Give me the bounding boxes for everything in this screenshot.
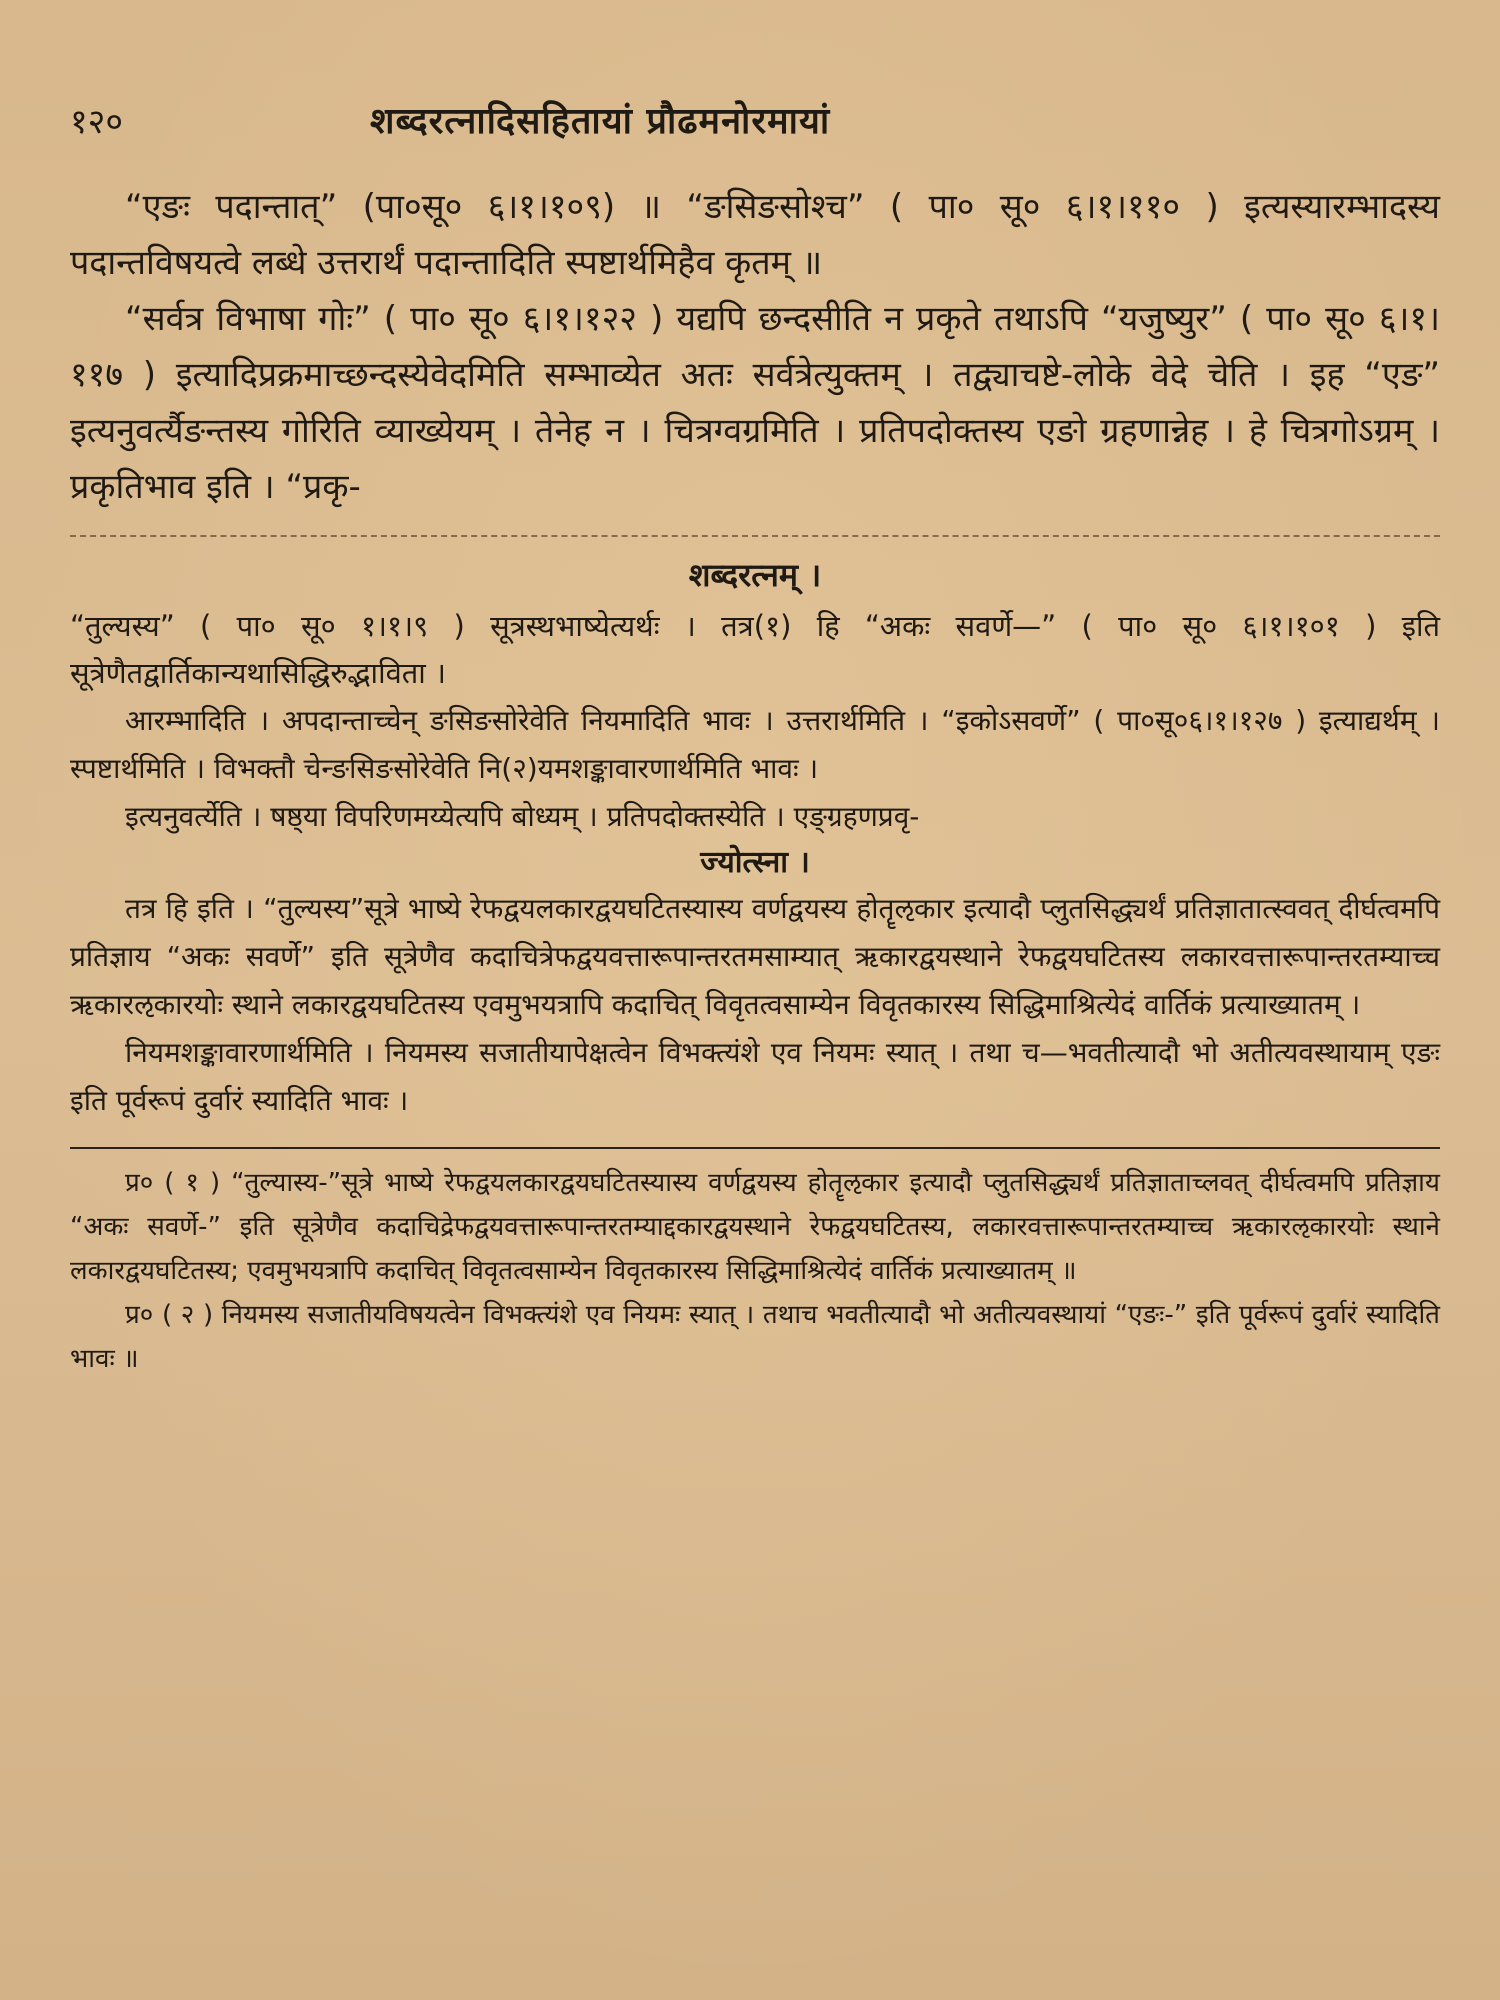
footnotes-section xyxy=(70,1161,1440,1381)
page-header xyxy=(70,95,1440,151)
sub-commentary-paragraph: आरम्भादिति । अपदान्ताच्चेन् ङसिङसोरेवेति नियमादिति भावः । उत्तरार्थमिति । “इकोऽसवर्णे” ( पा०सू०६।१।१२७ ) इत्याद्यर्थम् । स्पष्टार्थमिति । विभक्तौ चेन्ङसिङसोरेवेति नि(२)यमशङ्कावारणार्थमिति भावः । xyxy=(70,704,1440,785)
running-head: शब्दरत्नादिसहितायां प्रौढमनोरमायां xyxy=(370,101,831,142)
wavy-divider xyxy=(70,521,1440,537)
sub-commentary-paragraph: इत्यनुवर्त्येति । षष्ठ्या विपरिणमय्येत्यपि बोध्यम् । प्रतिपदोक्तस्येति । एङ्ग्रहणप्रवृ- xyxy=(125,800,920,833)
commentary-paragraph: “तुल्यस्य” ( पा० सू० १।१।९ ) सूत्रस्थभाष्येत्यर्थः । तत्र(१) हि “अकः सवर्णे—” ( पा० सू० ६।१।१०१ ) इति सूत्रेणैतद्वार्तिकान्यथासिद्धिरुद्भाविता । xyxy=(70,609,1440,690)
sub-commentary-paragraph: तत्र हि इति । “तुल्यस्य”सूत्रे भाष्ये रेफद्वयलकारद्वयघटितस्यास्य वर्णद्वयस्य होतॄऌकार इत्यादौ प्लुतसिद्ध्यर्थं प्रतिज्ञातात्स्ववत् दीर्घत्वमपि प्रतिज्ञाय “अकः सवर्णे” इति सूत्रेणैव कदाचित्रेफद्वयवत्तारूपान्तरतमसाम्यात् ऋकारद्वयस्थाने रेफद्वयघटितस्य लकारवत्तारूपान्तरतम्याच्च ऋकारऌकारयोः स्थाने लकारद्वयघटितस्य एवमुभयत्रापि कदाचित् विवृतत्वसाम्येन विवृतकारस्य सिद्धिमाश्रित्येदं वार्तिकं प्रत्याख्यातम् । xyxy=(70,892,1440,1021)
footnote: प्र० ( २ ) नियमस्य सजातीयविषयत्वेन विभक्त्यंशे एव नियमः स्यात् । तथाच भवतीत्यादौ भो अतीत्यवस्थायां “एङः-” इति पूर्वरूपं दुर्वारं स्यादिति भावः ॥ xyxy=(70,1300,1440,1374)
root-paragraph: “सर्वत्र विभाषा गोः” ( पा० सू० ६।१।१२२ ) यद्यपि छन्दसीति न प्रकृते तथाऽपि “यजुष्युर” ( पा० सू० ६।१।११७ ) इत्यादिप्रक्रमाच्छन्दस्येवेदमिति सम्भाव्येत अतः सर्वत्रेत्युक्तम् । तद्व्याचष्टे-लोके वेदे चेति । इह “एङ” इत्यनुवर्त्यैङन्तस्य गोरिति व्याख्येयम् । तेनेह न । चित्रग्वग्रमिति । प्रतिपदोक्तस्य एङो ग्रहणान्नेह । हे चित्रगोऽग्रम् । प्रकृतिभाव इति । “प्रकृ- xyxy=(70,299,1440,507)
sub-commentary-paragraph: नियमशङ्कावारणार्थमिति । नियमस्य सजातीयापेक्षत्वेन विभक्त्यंशे एव नियमः स्यात् । तथा च—भवतीत्यादौ भो अतीत्यवस्थायाम् एङः इति पूर्वरूपं दुर्वारं स्यादिति भावः । xyxy=(70,1036,1440,1117)
commentary-section xyxy=(70,551,1440,697)
commentary-title: शब्दरत्नम् । xyxy=(688,556,822,594)
footnote-rule xyxy=(70,1147,1440,1149)
root-paragraph: “एङः पदान्तात्” (पा०सू० ६।१।१०९) ॥ “ङसिङसोश्च” ( पा० सू० ६।१।११० ) इत्यस्यारम्भादस्य पदान्तविषयत्वे लब्धे उत्तरार्थं पदान्तादिति स्पष्टार्थमिहैव कृतम् ॥ xyxy=(70,187,1440,283)
footnote: प्र० ( १ ) “तुल्यास्य-”सूत्रे भाष्ये रेफद्वयलकारद्वयघटितस्यास्य वर्णद्वयस्य होतॄऌकार इत्यादौ प्लुतसिद्ध्यर्थं प्रतिज्ञाताच्लवत् दीर्घत्वमपि प्रतिज्ञाय “अकः सवर्णे-” इति सूत्रेणैव कदाचिद्रेफद्वयवत्तारूपान्तरतम्याद्दकारद्वयस्थाने रेफद्वयघटितस्य, लकारवत्तारूपान्तरतम्याच्च ऋकारऌकारयोः स्थाने लकारद्वयघटितस्य; एवमुभयत्रापि कदाचित् विवृतत्वसाम्येन विवृतकारस्य सिद्धिमाश्रित्येदं वार्तिकं प्रत्याख्यातम् ॥ xyxy=(70,1168,1440,1286)
page-number: १२० xyxy=(70,102,124,142)
sub-commentary-section xyxy=(70,697,1440,1125)
root-text xyxy=(70,179,1440,515)
sub-commentary-title: ज्योत्स्ना । xyxy=(700,845,810,880)
